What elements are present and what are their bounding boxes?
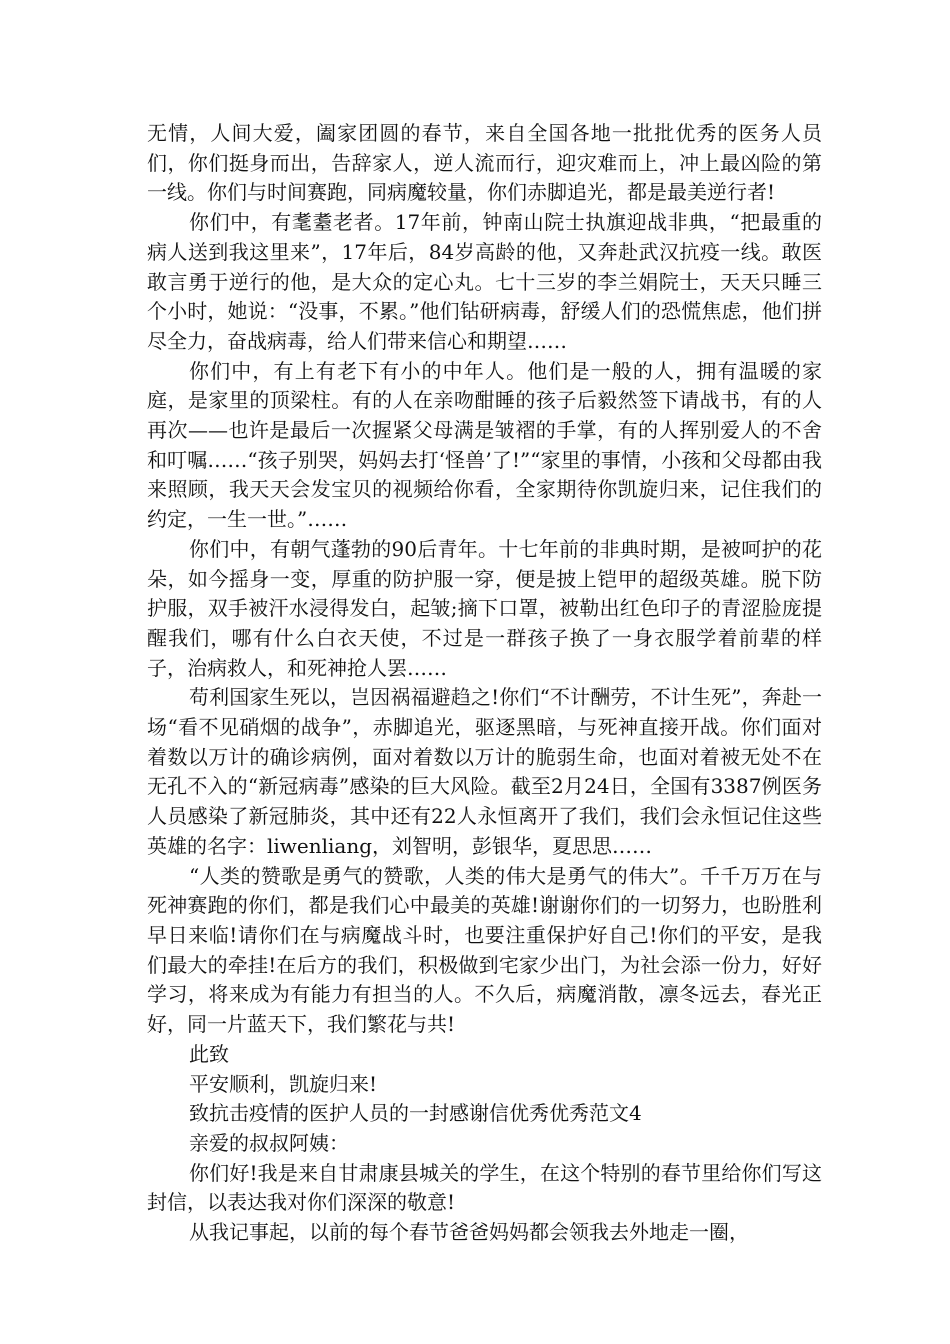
paragraph-elderly-experts: 你们中，有耄耋老者。17年前，钟南山院士执旗迎战非典，“把最重的病人送到我这里来”，17年后，84岁高龄的他，又奔赴武汉抗疫一线。敢医敢言勇于逆行的他，是大众的定心丸。七十三岁的李兰娟院士，天天只睡三个小时，她说：“没事，不累。”他们钻研病毒，舒缓人们的恐慌焦虑，他们拼尽全力，奋战病毒，给人们带来信心和期望……	[147, 210, 822, 353]
paragraph-courage: “人类的赞歌是勇气的赞歌，人类的伟大是勇气的伟大”。千千万万在与死神赛跑的你们，都是我们心中最美的英雄!谢谢你们的一切努力，也盼胜利早日来临!请你们在与病魔战斗时，也要注重保护好自己!你们的平安，是我们最大的牵挂!在后方的我们，积极做到宅家少出门，为社会添一份力，好好学习，将来成为有能力有担当的人。不久后，病魔消散，凛冬远去，春光正好，同一片蓝天下，我们繁花与共!	[147, 863, 822, 1037]
paragraph-memory: 从我记事起，以前的每个春节爸爸妈妈都会领我去外地走一圈，	[189, 1220, 749, 1245]
paragraph-post-90s: 你们中，有朝气蓬勃的90后青年。十七年前的非典时期，是被呵护的花朵，如今摇身一变，厚重的防护服一穿，便是披上铠甲的超级英雄。脱下防护服，双手被汗水浸得发白，起皱;摘下口罩，被勒出红色印子的青涩脸庞提醒我们，哪有什么白衣天使，不过是一群孩子换了一身衣服学着前辈的样子，治病救人，和死神抢人罢……	[147, 536, 822, 680]
closing-salutation: 此致	[189, 1041, 229, 1066]
closing-wish: 平安顺利，凯旋归来!	[189, 1071, 378, 1096]
letter-greeting: 亲爱的叔叔阿姨：	[189, 1130, 349, 1155]
paragraph-continuation: 无情，人间大爱，阖家团圆的春节，来自全国各地一批批优秀的医务人员们，你们挺身而出，告辞家人，逆人流而行，迎灾难而上，冲上最凶险的第一线。你们与时间赛跑，同病魔较量，你们赤脚追光，都是最美逆行者!	[147, 121, 822, 205]
paragraph-middle-aged: 你们中，有上有老下有小的中年人。他们是一般的人，拥有温暖的家庭，是家里的顶梁柱。有的人在亲吻酣睡的孩子后毅然签下请战书，有的人再次——也许是最后一次握紧父母满是皱褶的手掌，有的人挥别爱人的不舍和叮嘱……“孩子别哭，妈妈去打‘怪兽’了!”“家里的事情，小孩和父母都由我来照顾，我天天会发宝贝的视频给你看，全家期待你凯旋归来，记住我们的约定，一生一世。”……	[147, 358, 822, 532]
paragraph-introduction: 你们好!我是来自甘肃康县城关的学生，在这个特别的春节里给你们写这封信，以表达我对你们深深的敬意!	[147, 1160, 822, 1215]
paragraph-sacrifice: 苟利国家生死以，岂因祸福避趋之!你们“不计酬劳，不计生死”，奔赴一场“看不见硝烟的战争”，赤脚追光，驱逐黑暗，与死神直接开战。你们面对着数以万计的确诊病例，面对着数以万计的脆弱生命，也面对着被无处不在无孔不入的“新冠病毒”感染的巨大风险。截至2月24日，全国有3387例医务人员感染了新冠肺炎，其中还有22人永恒离开了我们，我们会永恒记住这些英雄的名字：liwenliang，刘智明，彭银华，夏思思……	[147, 685, 822, 858]
letter-body	[147, 119, 822, 1248]
section-heading: 致抗击疫情的医护人员的一封感谢信优秀优秀范文4	[189, 1101, 642, 1126]
